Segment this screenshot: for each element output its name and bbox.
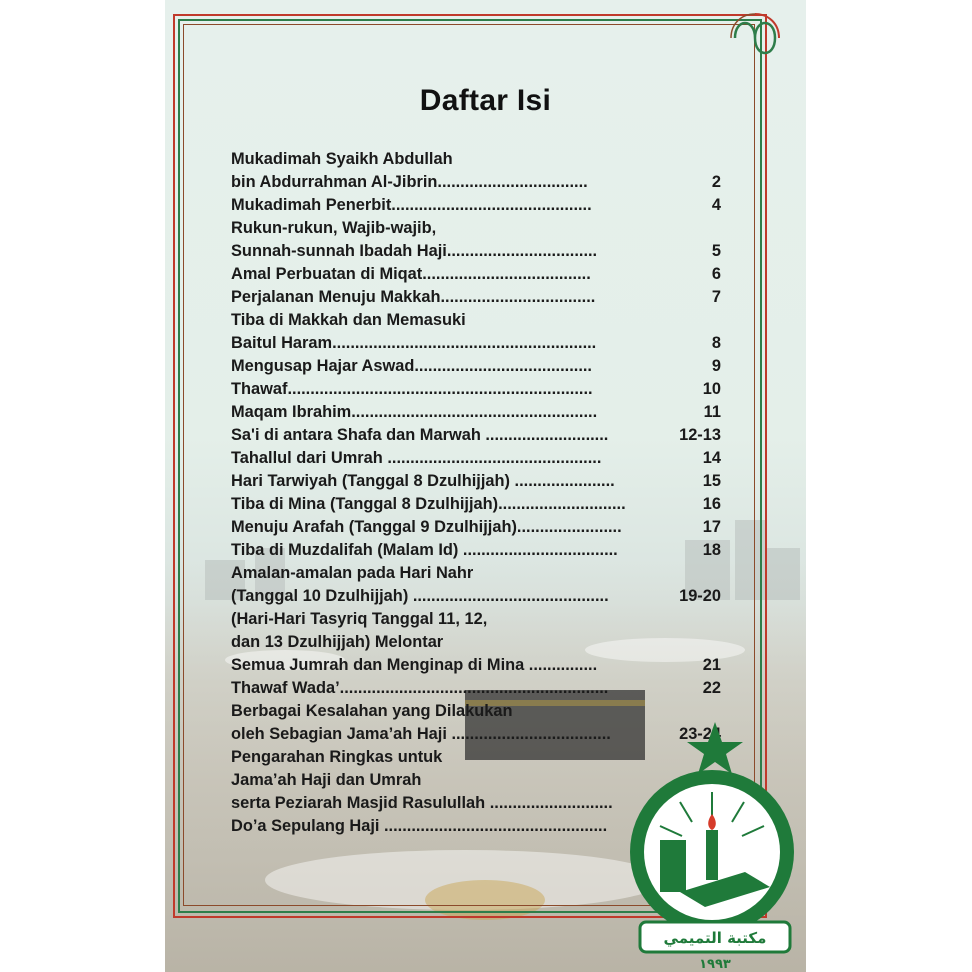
toc-entry-text: Mukadimah Syaikh Abdullah [231,150,453,168]
toc-entry-text: oleh Sebagian Jama’ah Haji ................................... [231,725,611,743]
toc-entry-text: Rukun-rukun, Wajib-wajib, [231,219,437,237]
seal-year: ١٩٩٣ [699,957,731,972]
toc-page-number: 7 [711,288,721,306]
toc-row [231,516,721,539]
toc-page-number: 10 [702,380,721,398]
toc-entry-text: Semua Jumrah dan Menginap di Mina ............... [231,656,598,674]
toc-entry-text: Perjalanan Menuju Makkah.................................. [231,288,596,306]
toc-row [231,539,721,562]
toc-page-number: 22 [702,679,721,697]
toc-row [231,194,721,217]
toc-page-number: 9 [711,357,721,375]
toc-entry-text: Tahallul dari Umrah ............................................... [231,449,602,467]
toc-entry-text: serta Peziarah Masjid Rasulullah ........................... [231,794,613,812]
toc-entry-text: Hari Tarwiyah (Tanggal 8 Dzulhijjah) ...................... [231,472,615,490]
toc-row [231,217,721,240]
toc-entry-text: Thawaf................................................................... [231,380,593,398]
toc-entry-text: Tiba di Mina (Tanggal 8 Dzulhijjah)............................ [231,495,626,513]
toc-entry-text: Baitul Haram.......................................................... [231,334,597,352]
toc-entry-text: Maqam Ibrahim...................................................... [231,403,598,421]
toc-row [231,470,721,493]
toc-entry-text: Sunnah-sunnah Ibadah Haji................................. [231,242,598,260]
corner-ornament-icon [725,8,785,68]
toc-row [231,585,721,608]
toc-entry-text: Thawaf Wada’........................................................... [231,679,609,697]
toc-page-number: 11 [703,403,721,421]
toc-row [231,447,721,470]
toc-row [231,677,721,700]
toc-row [231,355,721,378]
publisher-seal-logo [620,722,810,972]
toc-row [231,171,721,194]
toc-entry-text: Tiba di Muzdalifah (Malam Id) .................................. [231,541,618,559]
toc-page-number: 5 [711,242,721,260]
toc-row [231,493,721,516]
toc-page-number: 18 [702,541,721,559]
toc-row [231,700,721,723]
toc-page-number: 16 [702,495,721,513]
toc-entry-text: bin Abdurrahman Al-Jibrin................................. [231,173,588,191]
toc-entry-text: (Tanggal 10 Dzulhijjah) ........................................... [231,587,609,605]
toc-row [231,240,721,263]
toc-row [231,332,721,355]
toc-row [231,263,721,286]
toc-row [231,378,721,401]
toc-entry-text: Sa'i di antara Shafa dan Marwah ........................... [231,426,609,444]
toc-entry-text: Amalan-amalan pada Hari Nahr [231,564,474,582]
toc-entry-text: (Hari-Hari Tasyriq Tanggal 11, 12, [231,610,488,628]
toc-row [231,401,721,424]
toc-page-number: 14 [702,449,721,467]
toc-row [231,309,721,332]
toc-entry-text: dan 13 Dzulhijjah) Melontar [231,633,444,651]
toc-row [231,631,721,654]
toc-page-number: 8 [711,334,721,352]
toc-entry-text: Berbagai Kesalahan yang Dilakukan [231,702,513,720]
toc-page-number: 17 [702,518,721,536]
toc-entry-text: Mukadimah Penerbit............................................ [231,196,592,214]
toc-page-number: 2 [711,173,721,191]
toc-entry-text: Menuju Arafah (Tanggal 9 Dzulhijjah)....................... [231,518,622,536]
toc-row [231,562,721,585]
toc-page-number: 19-20 [679,587,721,605]
toc-row [231,654,721,677]
page-title: Daftar Isi [419,84,552,117]
toc-page-number: 4 [711,196,721,214]
toc-entry-text: Amal Perbuatan di Miqat..................................... [231,265,591,283]
toc-row [231,148,721,171]
toc-page-number: 15 [702,472,721,490]
toc-entry-text: Do’a Sepulang Haji ................................................. [231,817,608,835]
toc-row [231,608,721,631]
toc-row [231,424,721,447]
toc-entry-text: Pengarahan Ringkas untuk [231,748,443,766]
toc-page-number: 12-13 [679,426,721,444]
toc-page-number: 6 [711,265,721,283]
toc-entry-text: Jama’ah Haji dan Umrah [231,771,422,789]
toc-page-number: 21 [702,656,721,674]
toc-page-number: 23-24 [679,725,721,743]
toc-row [231,286,721,309]
toc-entry-text: Tiba di Makkah dan Memasuki [231,311,466,329]
seal-arabic-name: مكتبة التميمي [663,929,767,947]
toc-entry-text: Mengusap Hajar Aswad....................................... [231,357,592,375]
